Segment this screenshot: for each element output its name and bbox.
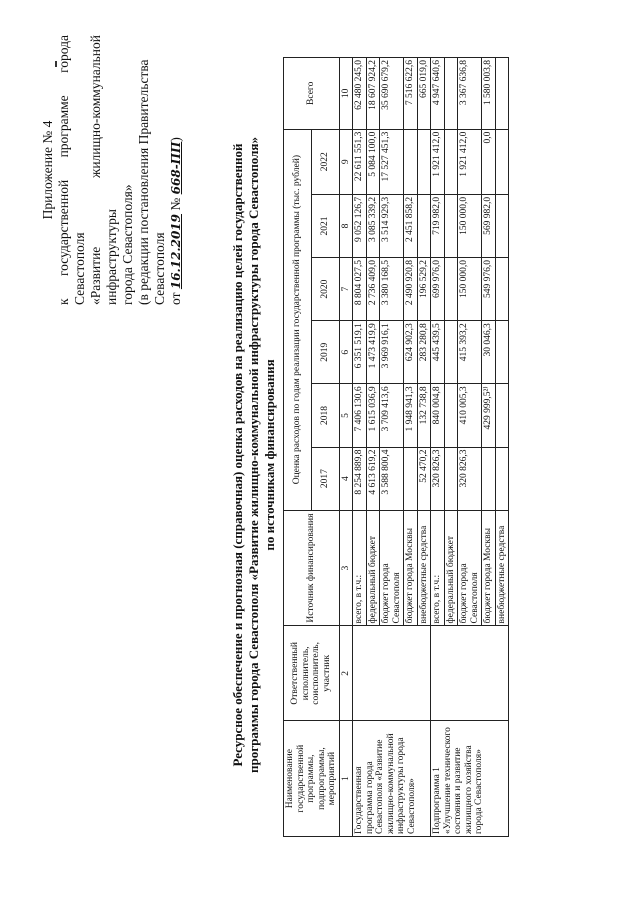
source-cell: бюджет города Москвы <box>404 510 418 626</box>
amount-cell: 445 439,5 <box>431 321 445 384</box>
header-year: 2019 <box>311 321 339 384</box>
amount-cell <box>404 129 418 194</box>
document-title <box>230 75 278 835</box>
amount-cell <box>404 447 418 510</box>
amount-cell: 18 607 924,2 <box>366 58 380 130</box>
column-number: 3 <box>339 510 353 626</box>
amount-cell: 1 921 412,0 <box>458 129 482 194</box>
amount-cell <box>495 321 509 384</box>
amount-cell: 35 690 679,2 <box>380 58 404 130</box>
amount-cell: 132 738,8 <box>417 384 431 447</box>
amount-cell: 1 948 941,3 <box>404 384 418 447</box>
amount-cell: 7 406 130,6 <box>353 384 367 447</box>
title-line: по источникам финансирования <box>262 359 277 551</box>
amount-cell: 719 982,0 <box>431 194 445 257</box>
amount-cell: 3 367 636,8 <box>458 58 482 130</box>
amount-cell: 6 351 519,1 <box>353 321 367 384</box>
amount-cell: 2 490 920,8 <box>404 258 418 321</box>
table-row <box>431 58 445 837</box>
amount-cell: 569 982,0 <box>482 194 496 257</box>
amount-cell <box>444 258 458 321</box>
title-line: Ресурсное обеспечение и прогнозная (справочная) оценка расходов на реализацию целей государственной <box>230 143 245 767</box>
amount-cell: 9 052 126,7 <box>353 194 367 257</box>
column-number: 6 <box>339 321 353 384</box>
appendix-line: города Севастополя» <box>120 184 135 305</box>
amount-cell <box>444 129 458 194</box>
amount-cell: 5 084 100,0 <box>366 129 380 194</box>
amount-cell <box>417 194 431 257</box>
appendix-number: Приложение № 4 <box>40 120 55 220</box>
amount-cell: 3 709 413,6 <box>380 384 404 447</box>
amount-cell: 30 046,3 <box>482 321 496 384</box>
source-cell: бюджет города Москвы <box>482 510 496 626</box>
date-prefix: от <box>168 292 183 305</box>
amount-cell <box>495 258 509 321</box>
header-name: Наименование государственной программы, подпрограммы, мероприятий <box>284 721 340 837</box>
handwritten-date: 16.12.2019 <box>169 213 183 290</box>
appendix-header <box>40 35 184 305</box>
source-cell: бюджет города Севастополя <box>458 510 482 626</box>
amount-cell <box>495 447 509 510</box>
amount-cell: 699 976,0 <box>431 258 445 321</box>
responsible-cell <box>353 626 431 721</box>
amount-cell: 8 804 027,5 <box>353 258 367 321</box>
amount-cell: 22 611 551,3 <box>353 129 367 194</box>
header-year: 2022 <box>311 129 339 194</box>
amount-cell: 196 529,2 <box>417 258 431 321</box>
amount-cell: 150 000,0 <box>458 258 482 321</box>
header-responsible: Ответственный исполнитель, соисполнитель, участник <box>284 626 340 721</box>
amount-cell: 549 976,0 <box>482 258 496 321</box>
amount-cell: 320 826,3 <box>431 447 445 510</box>
handwritten-number: 668-ПП <box>169 141 183 195</box>
amount-cell: 8 254 889,8 <box>353 447 367 510</box>
appendix-date-line: от 16.12.2019 № 668-ПП) <box>168 137 183 305</box>
amount-cell <box>444 447 458 510</box>
program-block <box>353 58 431 837</box>
header-year: 2021 <box>311 194 339 257</box>
source-cell: внебюджетные средства <box>417 510 431 626</box>
header-year: 2018 <box>311 384 339 447</box>
amount-cell: 0,0 <box>482 129 496 194</box>
amount-cell: 3 588 800,4 <box>380 447 404 510</box>
amount-cell: 62 480 245,0 <box>353 58 367 130</box>
amount-cell: 1 921 412,0 <box>431 129 445 194</box>
header-year: 2020 <box>311 258 339 321</box>
amount-cell <box>417 129 431 194</box>
column-number: 9 <box>339 129 353 194</box>
column-number: 8 <box>339 194 353 257</box>
amount-cell: 283 280,8 <box>417 321 431 384</box>
amount-cell: 3 969 916,1 <box>380 321 404 384</box>
column-number: 10 <box>339 58 353 130</box>
column-number: 2 <box>339 626 353 721</box>
amount-cell: 4 613 619,2 <box>366 447 380 510</box>
column-number: 4 <box>339 447 353 510</box>
program-name-cell: Государственная программа города Севастополя «Развитие жилищно-коммунальной инфраструктуры города Севастополя» <box>353 721 431 837</box>
amount-cell: 2 451 858,2 <box>404 194 418 257</box>
header-source: Источник финансирования <box>284 510 340 626</box>
amount-cell <box>495 384 509 447</box>
amount-cell: 415 393,2 <box>458 321 482 384</box>
amount-cell <box>444 321 458 384</box>
amount-cell <box>444 194 458 257</box>
source-cell: федеральный бюджет <box>366 510 380 626</box>
funding-table <box>283 57 509 837</box>
appendix-line: к государственной программе города Севастополя <box>56 35 87 305</box>
responsible-cell <box>431 626 509 721</box>
source-cell: всего, в т.ч.: <box>431 510 445 626</box>
column-number-row <box>339 58 353 837</box>
amount-cell <box>495 58 509 130</box>
amount-cell: 1 580 003,8 <box>482 58 496 130</box>
amount-cell: 150 000,0 <box>458 194 482 257</box>
column-number: 5 <box>339 384 353 447</box>
amount-cell: 7 516 622,6 <box>404 58 418 130</box>
source-cell: федеральный бюджет <box>444 510 458 626</box>
amount-cell: 429 999,5²⁾ <box>482 384 496 447</box>
appendix-line: (в редакции постановления Правительства Севастополя <box>136 59 167 305</box>
amount-cell: 52 470,2 <box>417 447 431 510</box>
amount-cell: 17 527 451,3 <box>380 129 404 194</box>
amount-cell: 410 005,3 <box>458 384 482 447</box>
header-estimate: Оценка расходов по годам реализации государственной программы (тыс. рублей) <box>284 129 312 510</box>
amount-cell: 3 085 339,2 <box>366 194 380 257</box>
amount-cell: 2 736 409,0 <box>366 258 380 321</box>
column-number: 1 <box>339 721 353 837</box>
amount-cell: 3 514 929,3 <box>380 194 404 257</box>
column-number: 7 <box>339 258 353 321</box>
appendix-line: «Развитие жилищно-коммунальной инфраструктуры <box>88 35 119 305</box>
amount-cell: 320 826,3 <box>458 447 482 510</box>
header-total: Всего <box>284 58 340 130</box>
amount-cell: 1 615 036,9 <box>366 384 380 447</box>
amount-cell: 3 380 168,5 <box>380 258 404 321</box>
number-prefix: № <box>168 197 183 211</box>
title-line: программы города Севастополя «Развитие жилищно-коммунальной инфраструктуры города Севастополя» <box>246 137 261 773</box>
subprogram-block <box>431 58 509 837</box>
amount-cell: 1 473 419,9 <box>366 321 380 384</box>
table-row <box>353 58 367 837</box>
amount-cell <box>495 194 509 257</box>
source-cell: внебюджетные средства <box>495 510 509 626</box>
amount-cell: 665 019,0 <box>417 58 431 130</box>
amount-cell <box>444 58 458 130</box>
amount-cell: 4 947 640,6 <box>431 58 445 130</box>
amount-cell <box>495 129 509 194</box>
amount-cell: 624 902,3 <box>404 321 418 384</box>
amount-cell: 840 004,8 <box>431 384 445 447</box>
program-name-cell: Подпрограмма 1 «Улучшение технического состояния и развитие жилищного хозяйства города Севастополя» <box>431 721 509 837</box>
source-cell: всего, в т.ч.: <box>353 510 367 626</box>
header-year: 2017 <box>311 447 339 510</box>
source-cell: бюджет города Севастополя <box>380 510 404 626</box>
amount-cell <box>444 384 458 447</box>
amount-cell <box>482 447 496 510</box>
